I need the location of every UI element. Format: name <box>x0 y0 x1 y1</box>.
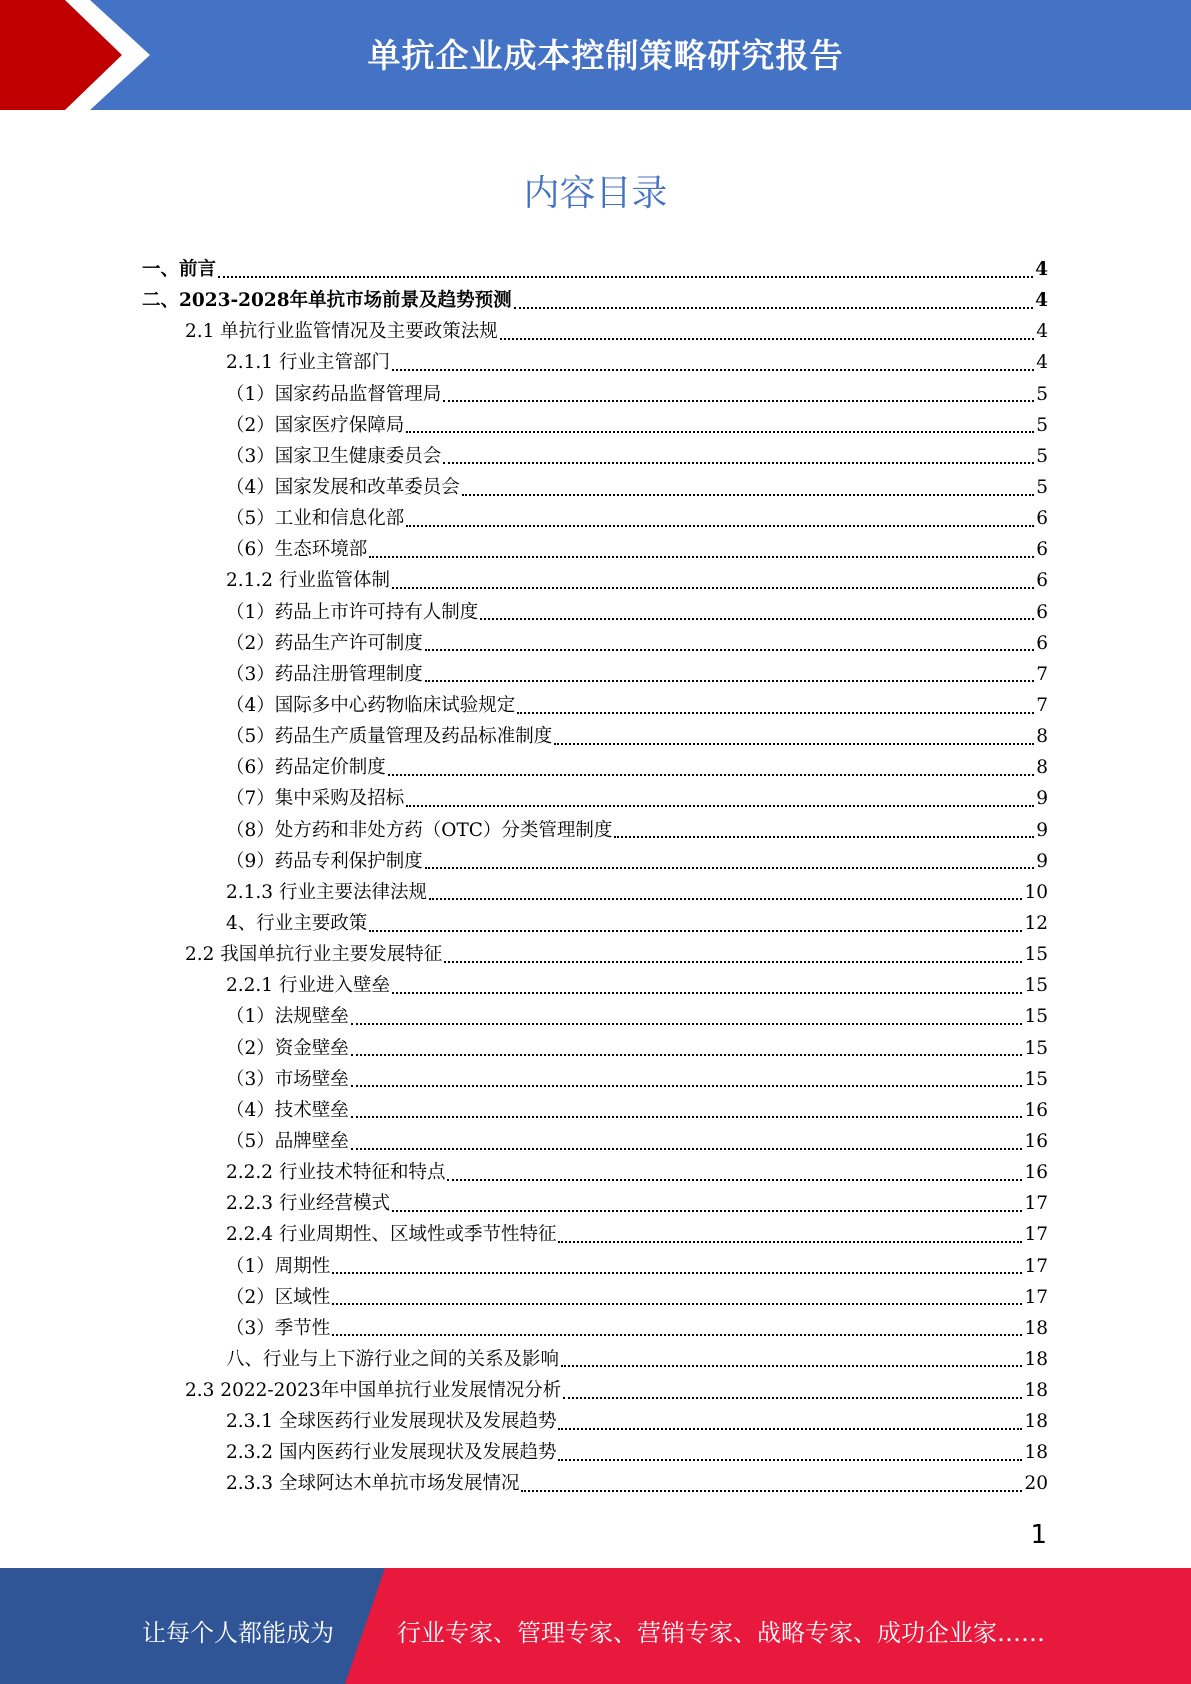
header-banner <box>0 0 1191 110</box>
toc-entry-page: 16 <box>1024 1099 1048 1121</box>
toc-entry-label: 2.3 2022-2023年中国单抗行业发展情况分析 <box>185 1380 562 1402</box>
toc-entry[interactable] <box>142 659 1048 690</box>
toc-entry-page: 9 <box>1036 850 1048 872</box>
toc-dot-leader <box>443 400 1034 402</box>
toc-entry-page: 15 <box>1024 1006 1048 1028</box>
toc-entry-page: 8 <box>1036 757 1048 779</box>
toc-entry-page: 15 <box>1024 975 1048 997</box>
toc-entry[interactable] <box>142 939 1048 970</box>
toc-entry-label: 2.1.1 行业主管部门 <box>226 352 390 374</box>
toc-entry-page: 4 <box>1035 290 1048 312</box>
toc-entry-page: 9 <box>1036 788 1048 810</box>
toc-dot-leader <box>406 805 1034 807</box>
toc-entry-label: （6）生态环境部 <box>226 539 368 561</box>
toc-entry-page: 18 <box>1024 1442 1048 1464</box>
toc-entry-page: 4 <box>1036 321 1048 343</box>
toc-entry[interactable] <box>142 410 1048 441</box>
table-of-contents <box>142 254 1048 1500</box>
toc-entry-label: （9）药品专利保护制度 <box>226 850 423 872</box>
toc-dot-leader <box>554 743 1034 745</box>
toc-dot-leader <box>369 930 1022 932</box>
toc-entry[interactable] <box>142 1344 1048 1375</box>
toc-dot-leader <box>425 649 1034 651</box>
toc-dot-leader <box>392 587 1034 589</box>
toc-entry[interactable] <box>142 1468 1048 1499</box>
toc-dot-leader <box>332 1272 1022 1274</box>
toc-dot-leader <box>429 898 1022 900</box>
toc-dot-leader <box>517 712 1034 714</box>
toc-entry[interactable] <box>142 285 1048 316</box>
toc-entry-label: （3）市场壁垒 <box>226 1068 349 1090</box>
toc-entry-label: （2）资金壁垒 <box>226 1037 349 1059</box>
toc-entry[interactable] <box>142 441 1048 472</box>
toc-dot-leader <box>443 462 1034 464</box>
toc-dot-leader <box>514 307 1033 309</box>
toc-entry[interactable] <box>142 347 1048 378</box>
toc-entry-label: （5）品牌壁垒 <box>226 1130 349 1152</box>
footer-slogan-left: 让每个人都能成为 <box>142 1619 334 1647</box>
toc-dot-leader <box>558 1428 1022 1430</box>
toc-entry-label: （5）药品生产质量管理及药品标准制度 <box>226 726 553 748</box>
toc-dot-leader <box>218 276 1033 278</box>
toc-entry-label: （3）药品注册管理制度 <box>226 663 423 685</box>
toc-entry[interactable] <box>142 970 1048 1001</box>
toc-entry-label: （1）法规壁垒 <box>226 1006 349 1028</box>
toc-dot-leader <box>332 1303 1022 1305</box>
toc-entry-page: 6 <box>1036 539 1048 561</box>
toc-heading: 内容目录 <box>523 173 668 214</box>
toc-entry-label: 2.1.2 行业监管体制 <box>226 570 390 592</box>
toc-entry-label: （5）工业和信息化部 <box>226 508 405 530</box>
toc-dot-leader <box>563 1397 1022 1399</box>
toc-entry-page: 20 <box>1024 1473 1048 1495</box>
toc-entry-page: 4 <box>1036 352 1048 374</box>
toc-entry-page: 18 <box>1024 1380 1048 1402</box>
toc-entry-page: 8 <box>1036 726 1048 748</box>
toc-entry-label: 八、行业与上下游行业之间的关系及影响 <box>226 1348 560 1370</box>
toc-dot-leader <box>392 1210 1022 1212</box>
toc-entry[interactable] <box>142 597 1048 628</box>
toc-dot-leader <box>500 338 1034 340</box>
toc-dot-leader <box>425 680 1034 682</box>
toc-entry[interactable] <box>142 565 1048 596</box>
toc-entry-label: 2.2.4 行业周期性、区域性或季节性特征 <box>226 1224 557 1246</box>
toc-entry[interactable] <box>142 1437 1048 1468</box>
toc-entry-page: 6 <box>1036 508 1048 530</box>
toc-entry-label: （2）药品生产许可制度 <box>226 632 423 654</box>
toc-entry-label: 二、2023-2028年单抗市场前景及趋势预测 <box>142 290 512 312</box>
toc-entry[interactable] <box>142 1064 1048 1095</box>
toc-entry[interactable] <box>142 1251 1048 1282</box>
toc-entry[interactable] <box>142 254 1048 285</box>
toc-entry-page: 7 <box>1036 663 1048 685</box>
toc-dot-leader <box>351 1023 1023 1025</box>
toc-entry-page: 12 <box>1024 912 1048 934</box>
toc-entry-page: 7 <box>1036 694 1048 716</box>
toc-entry-label: （3）季节性 <box>226 1317 331 1339</box>
toc-entry-label: （8）处方药和非处方药（OTC）分类管理制度 <box>226 819 613 841</box>
toc-dot-leader <box>351 1148 1023 1150</box>
toc-dot-leader <box>558 1241 1022 1243</box>
toc-dot-leader <box>406 525 1034 527</box>
toc-entry-page: 15 <box>1024 1037 1048 1059</box>
page-number: 1 <box>1030 1520 1047 1550</box>
footer-slogan-right: 行业专家、管理专家、营销专家、战略专家、成功企业家…… <box>397 1619 1045 1647</box>
toc-entry[interactable] <box>142 877 1048 908</box>
toc-entry-label: （1）国家药品监督管理局 <box>226 383 442 405</box>
toc-entry-page: 9 <box>1036 819 1048 841</box>
toc-entry-page: 17 <box>1024 1193 1048 1215</box>
toc-entry-label: （1）周期性 <box>226 1255 331 1277</box>
toc-entry-label: 一、前言 <box>142 259 217 280</box>
toc-entry-label: （4）国际多中心药物临床试验规定 <box>226 694 516 716</box>
toc-entry-page: 15 <box>1024 1068 1048 1090</box>
toc-entry-page: 18 <box>1024 1411 1048 1433</box>
toc-entry-label: （2）国家医疗保障局 <box>226 414 405 436</box>
toc-entry[interactable] <box>142 1001 1048 1032</box>
toc-dot-leader <box>369 556 1034 558</box>
toc-dot-leader <box>561 1365 1022 1367</box>
toc-entry-label: 2.2.2 行业技术特征和特点 <box>226 1162 446 1184</box>
toc-entry-label: 2.2 我国单抗行业主要发展特征 <box>185 944 443 966</box>
toc-dot-leader <box>558 1459 1022 1461</box>
toc-entry-page: 18 <box>1024 1317 1048 1339</box>
toc-entry-label: 2.3.2 国内医药行业发展现状及发展趋势 <box>226 1442 557 1464</box>
toc-dot-leader <box>388 774 1034 776</box>
toc-entry[interactable] <box>142 690 1048 721</box>
toc-entry[interactable] <box>142 1033 1048 1064</box>
toc-entry[interactable] <box>142 1188 1048 1219</box>
toc-entry[interactable] <box>142 1219 1048 1250</box>
toc-entry-label: 2.3.3 全球阿达木单抗市场发展情况 <box>226 1473 520 1495</box>
toc-entry-page: 10 <box>1024 881 1048 903</box>
toc-entry-label: （3）国家卫生健康委员会 <box>226 445 442 467</box>
toc-entry-page: 5 <box>1036 414 1048 436</box>
toc-dot-leader <box>447 1179 1022 1181</box>
toc-entry-label: （7）集中采购及招标 <box>226 788 405 810</box>
toc-entry[interactable] <box>142 628 1048 659</box>
toc-entry-page: 5 <box>1036 445 1048 467</box>
toc-entry-label: 2.1 单抗行业监管情况及主要政策法规 <box>185 321 498 343</box>
toc-entry-page: 15 <box>1024 944 1048 966</box>
toc-dot-leader <box>351 1085 1023 1087</box>
toc-entry-page: 17 <box>1024 1286 1048 1308</box>
toc-entry-label: （6）药品定价制度 <box>226 757 386 779</box>
toc-entry[interactable] <box>142 1313 1048 1344</box>
toc-entry[interactable] <box>142 846 1048 877</box>
toc-dot-leader <box>406 431 1034 433</box>
toc-entry[interactable] <box>142 1406 1048 1437</box>
toc-dot-leader <box>332 1334 1022 1336</box>
toc-dot-leader <box>462 494 1034 496</box>
toc-entry[interactable] <box>142 1095 1048 1126</box>
toc-entry-page: 16 <box>1024 1162 1048 1184</box>
toc-entry-label: （4）国家发展和改革委员会 <box>226 476 460 498</box>
toc-dot-leader <box>392 992 1022 994</box>
toc-entry[interactable] <box>142 316 1048 347</box>
toc-entry-page: 5 <box>1036 476 1048 498</box>
toc-entry-label: （2）区域性 <box>226 1286 331 1308</box>
toc-dot-leader <box>351 1054 1023 1056</box>
toc-entry[interactable] <box>142 1126 1048 1157</box>
toc-entry[interactable] <box>142 379 1048 410</box>
toc-entry[interactable] <box>142 783 1048 814</box>
toc-entry-label: 4、行业主要政策 <box>226 912 368 934</box>
toc-entry-page: 16 <box>1024 1130 1048 1152</box>
toc-entry-page: 6 <box>1036 570 1048 592</box>
toc-entry[interactable] <box>142 1282 1048 1313</box>
toc-entry-label: （4）技术壁垒 <box>226 1099 349 1121</box>
toc-dot-leader <box>521 1490 1022 1492</box>
toc-dot-leader <box>614 836 1034 838</box>
toc-dot-leader <box>444 961 1022 963</box>
toc-entry[interactable] <box>142 721 1048 752</box>
toc-entry[interactable] <box>142 472 1048 503</box>
toc-entry-page: 6 <box>1036 601 1048 623</box>
toc-entry-page: 17 <box>1024 1255 1048 1277</box>
toc-entry[interactable] <box>142 534 1048 565</box>
toc-dot-leader <box>425 867 1034 869</box>
report-title: 单抗企业成本控制策略研究报告 <box>367 36 844 75</box>
toc-entry[interactable] <box>142 908 1048 939</box>
toc-entry-page: 17 <box>1024 1224 1048 1246</box>
toc-dot-leader <box>351 1116 1023 1118</box>
toc-entry[interactable] <box>142 815 1048 846</box>
toc-entry-page: 6 <box>1036 632 1048 654</box>
toc-dot-leader <box>480 618 1034 620</box>
toc-entry-label: 2.2.3 行业经营模式 <box>226 1193 390 1215</box>
toc-entry[interactable] <box>142 1157 1048 1188</box>
toc-entry[interactable] <box>142 1375 1048 1406</box>
toc-entry-label: 2.2.1 行业进入壁垒 <box>226 975 390 997</box>
toc-dot-leader <box>392 369 1034 371</box>
toc-entry-label: （1）药品上市许可持有人制度 <box>226 601 479 623</box>
toc-entry-page: 4 <box>1035 259 1048 280</box>
toc-entry[interactable] <box>142 752 1048 783</box>
toc-entry-page: 5 <box>1036 383 1048 405</box>
toc-entry[interactable] <box>142 503 1048 534</box>
toc-entry-page: 18 <box>1024 1348 1048 1370</box>
toc-entry-label: 2.1.3 行业主要法律法规 <box>226 881 427 903</box>
toc-entry-label: 2.3.1 全球医药行业发展现状及发展趋势 <box>226 1411 557 1433</box>
